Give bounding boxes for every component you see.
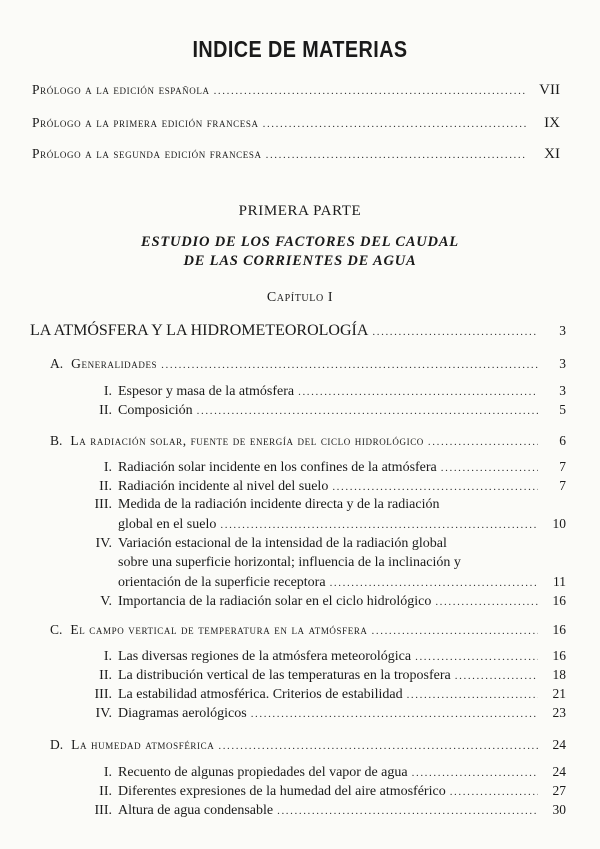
toc-entry-label: Prólogo a la primera edición francesa bbox=[32, 115, 259, 130]
chapter-title: LA ATMÓSFERA Y LA HIDROMETEOROLOGÍA bbox=[30, 322, 369, 339]
toc-entry-item bbox=[78, 536, 566, 552]
part-heading: PRIMERA PARTE bbox=[238, 203, 362, 219]
item-number: V. bbox=[100, 594, 112, 609]
item-number: II. bbox=[99, 479, 112, 494]
item-number: II. bbox=[99, 784, 112, 799]
item-number: I. bbox=[103, 649, 112, 664]
item-number: III. bbox=[94, 497, 112, 512]
section-title: Generalidades bbox=[71, 356, 158, 371]
toc-entry-chapter bbox=[30, 322, 566, 340]
page-title: INDICE DE MATERIAS bbox=[192, 36, 408, 62]
section-title: La radiación solar, fuente de energía del ciclo hidrológico bbox=[70, 433, 424, 448]
dot-leader bbox=[266, 149, 526, 161]
page-number: 16 bbox=[552, 593, 566, 608]
dot-leader bbox=[220, 519, 538, 531]
item-title: Composición bbox=[118, 403, 193, 418]
toc-entry-item bbox=[78, 802, 566, 819]
section-letter: D. bbox=[50, 737, 64, 752]
toc-entry-item bbox=[78, 593, 566, 610]
item-title: Radiación solar incidente en los confines de la atmósfera bbox=[118, 460, 437, 475]
item-number: IV. bbox=[95, 536, 112, 551]
page-number: VII bbox=[539, 82, 560, 98]
dot-leader bbox=[263, 118, 526, 130]
toc-entry-prologue bbox=[32, 146, 560, 163]
dot-leader bbox=[435, 596, 538, 608]
page-number: 7 bbox=[559, 478, 566, 493]
dot-leader bbox=[372, 326, 538, 338]
page-number: 18 bbox=[552, 667, 566, 682]
item-number: IV. bbox=[95, 706, 112, 721]
toc-entry-item bbox=[78, 648, 566, 665]
item-title-line: sobre una superficie horizontal; influencia de la inclinación y bbox=[118, 555, 461, 570]
item-number: I. bbox=[103, 384, 112, 399]
item-title: Radiación incidente al nivel del suelo bbox=[118, 479, 329, 494]
part-subtitle-line: ESTUDIO DE LOS FACTORES DEL CAUDAL bbox=[141, 234, 459, 250]
section-title: El campo vertical de temperatura en la atmósfera bbox=[70, 622, 368, 637]
chapter-label: Capítulo I bbox=[266, 290, 334, 305]
dot-leader bbox=[332, 481, 538, 493]
item-title: Espesor y masa de la atmósfera bbox=[118, 384, 295, 399]
toc-entry-item bbox=[78, 459, 566, 476]
item-title: Las diversas regiones de la atmósfera meteorológica bbox=[118, 649, 412, 664]
item-number: II. bbox=[99, 403, 112, 418]
item-title: La distribución vertical de las temperaturas en la troposfera bbox=[118, 668, 451, 683]
page-number: 24 bbox=[552, 737, 566, 752]
item-title-line: orientación de la superficie receptora bbox=[118, 575, 326, 590]
dot-leader bbox=[251, 708, 538, 720]
item-title: La estabilidad atmosférica. Criterios de estabilidad bbox=[118, 687, 403, 702]
dot-leader bbox=[441, 462, 538, 474]
section-title: La humedad atmosférica bbox=[71, 737, 215, 752]
toc-entry-item bbox=[78, 686, 566, 703]
dot-leader bbox=[415, 651, 538, 663]
page-number: 7 bbox=[559, 459, 566, 474]
page-number: IX bbox=[544, 115, 560, 131]
toc-entry-section bbox=[50, 433, 566, 449]
page-number: XI bbox=[544, 146, 560, 162]
dot-leader bbox=[407, 689, 538, 701]
dot-leader bbox=[372, 625, 538, 637]
dot-leader bbox=[277, 805, 538, 817]
toc-entry-item bbox=[78, 783, 566, 800]
item-title: Importancia de la radiación solar en el ciclo hidrológico bbox=[118, 594, 432, 609]
dot-leader bbox=[428, 436, 538, 448]
toc-entry-section bbox=[50, 737, 566, 753]
page-number: 5 bbox=[559, 402, 566, 417]
dot-leader bbox=[218, 740, 538, 752]
toc-entry-prologue bbox=[32, 82, 560, 99]
page-number: 3 bbox=[559, 383, 566, 398]
toc-entry-section bbox=[50, 356, 566, 372]
page-number: 27 bbox=[552, 783, 566, 798]
part-subtitle-line: DE LAS CORRIENTES DE AGUA bbox=[183, 253, 417, 269]
dot-leader bbox=[455, 670, 538, 682]
toc-entry-item bbox=[78, 705, 566, 722]
item-number: I. bbox=[103, 765, 112, 780]
page-number: 10 bbox=[552, 516, 566, 531]
item-title: Altura de agua condensable bbox=[118, 803, 274, 818]
dot-leader bbox=[161, 359, 538, 371]
item-title: Recuento de algunas propiedades del vapor de agua bbox=[118, 765, 408, 780]
item-title-line: Variación estacional de la intensidad de la radiación global bbox=[118, 536, 447, 551]
page-number: 23 bbox=[552, 705, 566, 720]
item-number: III. bbox=[94, 803, 112, 818]
section-letter: C. bbox=[50, 622, 63, 637]
item-title: Diferentes expresiones de la humedad del aire atmosférico bbox=[118, 784, 446, 799]
toc-entry-item bbox=[78, 764, 566, 781]
page-number: 11 bbox=[553, 574, 566, 589]
toc-entry-item bbox=[78, 402, 566, 419]
toc-entry-label: Prólogo a la segunda edición francesa bbox=[32, 146, 262, 161]
item-title-line: global en el suelo bbox=[118, 517, 217, 532]
toc-entry-item-continuation bbox=[118, 516, 566, 533]
toc-entry-item-continuation bbox=[118, 574, 566, 591]
dot-leader bbox=[450, 786, 538, 798]
dot-leader bbox=[412, 767, 538, 779]
item-title: Diagramas aerológicos bbox=[118, 706, 247, 721]
toc-entry-item bbox=[78, 383, 566, 400]
toc-entry-item bbox=[78, 497, 566, 513]
page-number: 3 bbox=[559, 356, 566, 371]
page-number: 16 bbox=[552, 648, 566, 663]
item-title-line: Medida de la radiación incidente directa y de la radiación bbox=[118, 497, 440, 512]
page-number: 6 bbox=[559, 433, 566, 448]
item-number: III. bbox=[94, 687, 112, 702]
toc-entry-label: Prólogo a la edición española bbox=[32, 82, 210, 97]
item-number: II. bbox=[99, 668, 112, 683]
dot-leader bbox=[330, 577, 538, 589]
dot-leader bbox=[197, 405, 538, 417]
dot-leader bbox=[298, 386, 538, 398]
toc-entry-prologue bbox=[32, 115, 560, 132]
toc-entry-item bbox=[78, 478, 566, 495]
section-letter: A. bbox=[50, 356, 64, 371]
page-number: 21 bbox=[552, 686, 566, 701]
page-number: 24 bbox=[552, 764, 566, 779]
item-number: I. bbox=[103, 460, 112, 475]
page-number: 30 bbox=[552, 802, 566, 817]
dot-leader bbox=[214, 85, 526, 97]
toc-entry-item bbox=[78, 667, 566, 684]
page-number: 16 bbox=[552, 622, 566, 637]
toc-entry-section bbox=[50, 622, 566, 638]
section-letter: B. bbox=[50, 433, 63, 448]
page-number: 3 bbox=[559, 323, 566, 338]
